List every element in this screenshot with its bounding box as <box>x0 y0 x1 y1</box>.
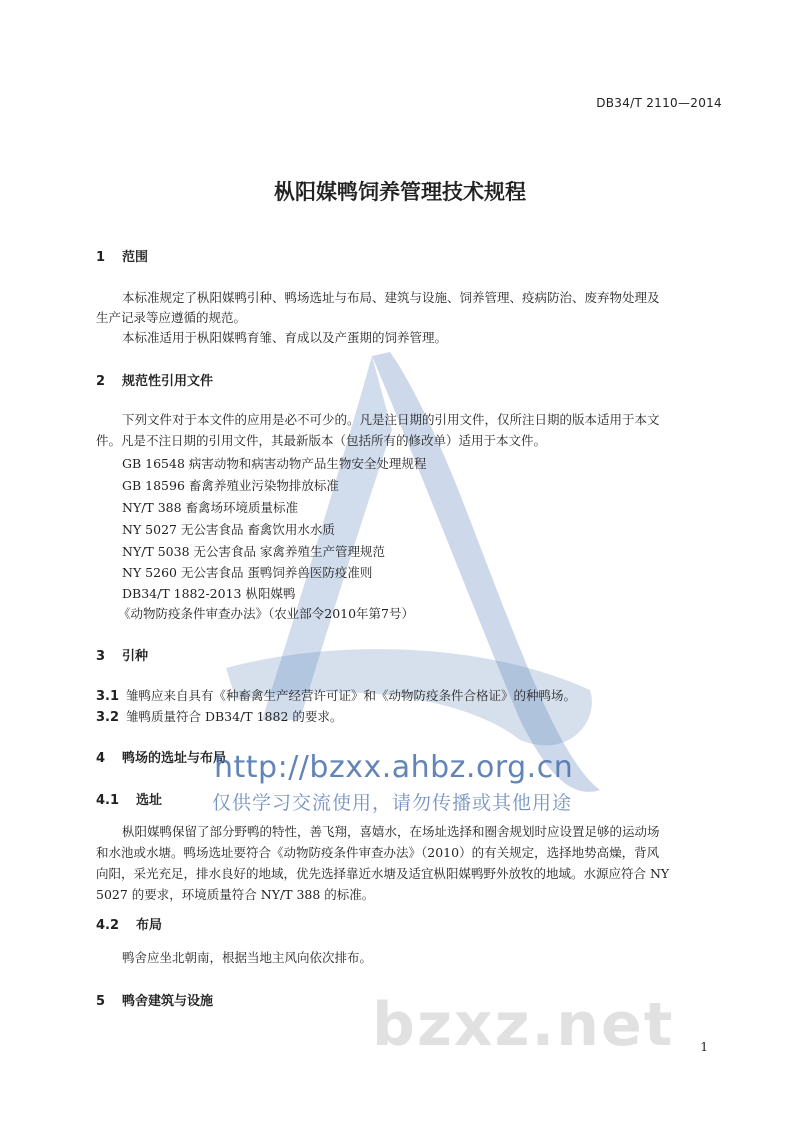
paragraph: 本标准适用于枞阳媒鸭育雏、育成以及产蛋期的饲养管理。 <box>122 330 448 345</box>
watermark-note: 仅供学习交流使用，请勿传播或其他用途 <box>212 792 573 814</box>
subsection-4-2-heading <box>96 914 162 933</box>
paragraph-line: 件。凡是不注日期的引用文件，其最新版本（包括所有的修改单）适用于本文件。 <box>96 433 547 448</box>
reference-item: NY 5260 无公害食品 蛋鸭饲养兽医防疫准则 <box>122 565 373 580</box>
clause-number: 3.1 <box>96 689 120 704</box>
page-number: 1 <box>700 1040 708 1054</box>
reference-item: GB 18596 畜禽养殖业污染物排放标准 <box>122 478 339 493</box>
paragraph-line: 向阳，采光充足，排水良好的地域，优先选择靠近水塘及适宜枞阳媒鸭野外放牧的地域。水源应符合 NY <box>96 866 670 881</box>
section-5-heading <box>96 990 213 1009</box>
section-number: 4 <box>96 751 106 766</box>
reference-item: NY 5027 无公害食品 畜禽饮用水水质 <box>122 522 335 537</box>
watermark-url: http://bzxx.ahbz.org.cn <box>214 750 574 785</box>
document-title: 枞阳媒鸭饲养管理技术规程 <box>274 180 526 204</box>
clause-3-1 <box>96 686 576 704</box>
section-number: 5 <box>96 994 106 1009</box>
clause-text: 雏鸭应来自具有《种畜禽生产经营许可证》和《动物防疫条件合格证》的种鸭场。 <box>126 688 577 703</box>
section-number: 2 <box>96 374 106 389</box>
section-3-heading <box>96 645 148 664</box>
section-1-heading <box>96 246 148 265</box>
section-title: 鸭舍建筑与设施 <box>122 994 214 1009</box>
subsection-title: 布局 <box>136 918 163 933</box>
paragraph-line: 枞阳媒鸭保留了部分野鸭的特性，善飞翔，喜嬉水，在场址选择和圈舍规划时应设置足够的运动场 <box>122 824 660 839</box>
subsection-4-1-heading <box>96 789 162 808</box>
section-title: 鸭场的选址与布局 <box>122 751 227 766</box>
section-title: 范围 <box>122 250 149 265</box>
clause-3-2 <box>96 707 342 725</box>
subsection-number: 4.1 <box>96 793 120 808</box>
section-4-heading <box>96 747 226 766</box>
paragraph-line: 和水池或水塘。鸭场选址要符合《动物防疫条件审查办法》（2010）的有关规定，选择地势高燥，背风 <box>96 845 660 860</box>
document-code: DB34/T 2110—2014 <box>596 96 722 110</box>
paragraph-line: 5027 的要求，环境质量符合 NY/T 388 的标准。 <box>96 887 375 902</box>
reference-item: NY/T 388 畜禽场环境质量标准 <box>122 500 299 515</box>
subsection-title: 选址 <box>136 793 163 808</box>
subsection-number: 4.2 <box>96 918 120 933</box>
paragraph: 鸭舍应坐北朝南，根据当地主风向依次排布。 <box>122 950 373 965</box>
clause-text: 雏鸭质量符合 DB34/T 1882 的要求。 <box>126 709 343 724</box>
clause-number: 3.2 <box>96 710 120 725</box>
section-title: 引种 <box>122 649 149 664</box>
reference-item: NY/T 5038 无公害食品 家禽养殖生产管理规范 <box>122 544 385 559</box>
section-2-heading <box>96 370 213 389</box>
paragraph-line: 下列文件对于本文件的应用是必不可少的。凡是注日期的引用文件，仅所注日期的版本适用于本文 <box>122 412 660 427</box>
paragraph-line: 生产记录等应遵循的规范。 <box>96 310 247 325</box>
reference-item: 《动物防疫条件审查办法》（农业部令2010年第7号） <box>118 606 415 621</box>
paragraph-line: 本标准规定了枞阳媒鸭引种、鸭场选址与布局、建筑与设施、饲养管理、疫病防治、废弃物处理及 <box>122 290 660 305</box>
section-number: 1 <box>96 250 106 265</box>
watermark-site: bzxz.net <box>372 990 675 1060</box>
reference-item: DB34/T 1882-2013 枞阳媒鸭 <box>122 586 296 601</box>
section-title: 规范性引用文件 <box>122 374 214 389</box>
reference-item: GB 16548 病害动物和病害动物产品生物安全处理规程 <box>122 456 427 471</box>
section-number: 3 <box>96 649 106 664</box>
